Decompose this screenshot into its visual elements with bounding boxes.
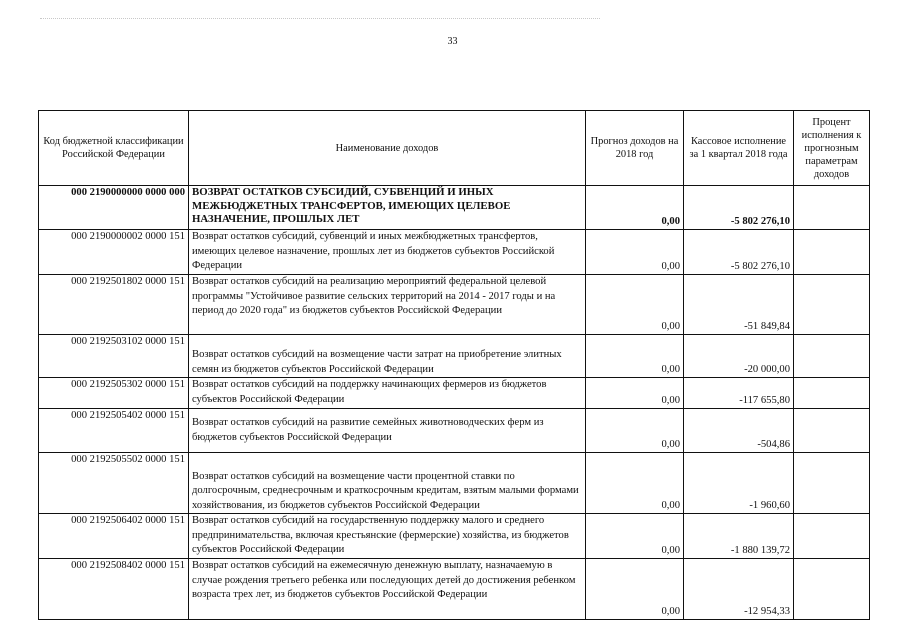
row-forecast: 0,00 [586, 186, 684, 230]
row-percent [794, 409, 870, 453]
row-name: ВОЗВРАТ ОСТАТКОВ СУБСИДИЙ, СУБВЕНЦИЙ И ИНЫХ МЕЖБЮДЖЕТНЫХ ТРАНСФЕРТОВ, ИМЕЮЩИХ ЦЕЛЕВОЕ НАЗНАЧЕНИЕ, ПРОШЛЫХ ЛЕТ [189, 186, 586, 230]
row-code: 000 2192503102 0000 151 [39, 335, 189, 378]
row-name: Возврат остатков субсидий на развитие семейных животноводческих ферм из бюджетов субъектов Российской Федерации [189, 409, 586, 453]
revenue-table [38, 110, 870, 620]
row-percent [794, 230, 870, 275]
column-header-percent: Процент исполнения к прогнозным параметрам доходов [794, 111, 870, 186]
row-forecast: 0,00 [586, 514, 684, 559]
row-percent [794, 559, 870, 620]
table-row [39, 230, 870, 275]
row-percent [794, 335, 870, 378]
row-forecast: 0,00 [586, 409, 684, 453]
row-forecast: 0,00 [586, 453, 684, 514]
row-cash: -51 849,84 [684, 275, 794, 335]
row-cash: -12 954,33 [684, 559, 794, 620]
column-header-code: Код бюджетной классификации Российской Федерации [39, 111, 189, 186]
row-name: Возврат остатков субсидий на возмещение части процентной ставки по долгосрочным, среднесрочным и краткосрочным кредитам, взятым малыми формами хозяйствования, из бюджетов субъектов Российской Федерации [189, 453, 586, 514]
row-name: Возврат остатков субсидий на ежемесячную денежную выплату, назначаемую в случае рождения третьего ребенка или последующих детей до достижения ребенком возраста трех лет, из бюджетов субъектов Российской Федерации [189, 559, 586, 620]
table-row [39, 559, 870, 620]
row-code: 000 2192505402 0000 151 [39, 409, 189, 453]
row-percent [794, 453, 870, 514]
page-number: 33 [447, 36, 458, 47]
row-code: 000 2192508402 0000 151 [39, 559, 189, 620]
row-cash: -20 000,00 [684, 335, 794, 378]
column-header-cash: Кассовое исполнение за 1 квартал 2018 года [684, 111, 794, 186]
table-row [39, 514, 870, 559]
table-row [39, 409, 870, 453]
row-name: Возврат остатков субсидий на государственную поддержку малого и среднего предпринимательства, включая крестьянские (фермерские) хозяйства, из бюджетов субъектов Российской Федерации [189, 514, 586, 559]
row-code: 000 2192506402 0000 151 [39, 514, 189, 559]
row-name: Возврат остатков субсидий на поддержку начинающих фермеров из бюджетов субъектов Российской Федерации [189, 378, 586, 409]
row-cash: -5 802 276,10 [684, 186, 794, 230]
row-cash: -5 802 276,10 [684, 230, 794, 275]
row-percent [794, 275, 870, 335]
row-forecast: 0,00 [586, 230, 684, 275]
row-forecast: 0,00 [586, 275, 684, 335]
row-code: 000 2192505502 0000 151 [39, 453, 189, 514]
row-name: Возврат остатков субсидий на возмещение части затрат на приобретение элитных семян из бюджетов субъектов Российской Федерации [189, 335, 586, 378]
row-percent [794, 186, 870, 230]
row-code: 000 2192505302 0000 151 [39, 378, 189, 409]
row-code: 000 2192501802 0000 151 [39, 275, 189, 335]
row-forecast: 0,00 [586, 335, 684, 378]
table-row [39, 335, 870, 378]
row-percent [794, 514, 870, 559]
table-row [39, 453, 870, 514]
row-name: Возврат остатков субсидий на реализацию мероприятий федеральной целевой программы "Устойчивое развитие сельских территорий на 2014 - 2017 годы и на период до 2020 года" из бюджетов субъектов Российской Федерации [189, 275, 586, 335]
row-cash: -117 655,80 [684, 378, 794, 409]
table-row [39, 186, 870, 230]
row-forecast: 0,00 [586, 559, 684, 620]
column-header-name: Наименование доходов [189, 111, 586, 186]
row-code: 000 2190000000 0000 000 [39, 186, 189, 230]
scan-artifact-line [40, 18, 600, 20]
row-percent [794, 378, 870, 409]
row-code: 000 2190000002 0000 151 [39, 230, 189, 275]
table-row [39, 275, 870, 335]
row-cash: -1 960,60 [684, 453, 794, 514]
row-forecast: 0,00 [586, 378, 684, 409]
table-header-row [39, 111, 870, 186]
row-name: Возврат остатков субсидий, субвенций и иных межбюджетных трансфертов, имеющих целевое назначение, прошлых лет из бюджетов субъектов Российской Федерации [189, 230, 586, 275]
table-row [39, 378, 870, 409]
row-cash: -504,86 [684, 409, 794, 453]
row-cash: -1 880 139,72 [684, 514, 794, 559]
column-header-forecast: Прогноз доходов на 2018 год [586, 111, 684, 186]
